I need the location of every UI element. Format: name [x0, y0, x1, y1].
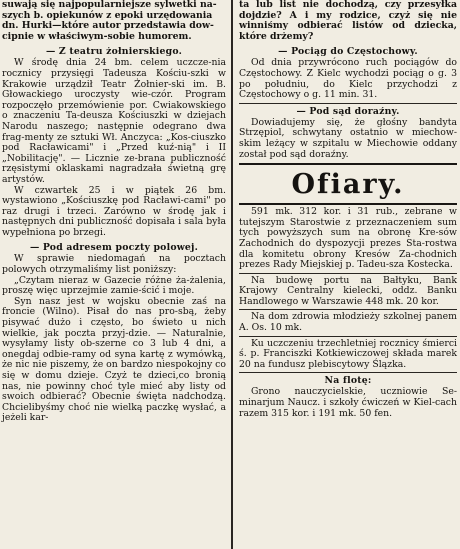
- ofiary-banner: [239, 163, 457, 205]
- field-post-paragraph-1: W sprawie niedomagań na pocztach polowych otrzymaliśmy list poniższy:: [2, 253, 226, 276]
- section-divider: [239, 103, 457, 104]
- donation-2: Na budowę portu na Bałtyku, Bank Krajowy Centralny kielecki, oddz. Banku Handlowego w Warszawie 448 mk. 20 kor.: [239, 274, 457, 307]
- theatre-paragraph-2: W czwartek 25 i w piątek 26 bm. wystawiono „Kościuszkę pod Racławi-cami" po raz drugi i trzeci. Zarówno w środę jak i następnych dni publiczność dopisała i sala była wypełniona po brzegi.: [2, 184, 226, 238]
- donation-divider-2: [239, 309, 457, 310]
- right-column: [236, 0, 460, 549]
- donation-5: Grono nauczycielskie, uczniowie Se-minarjum Naucz. i szkoły ćwiczeń w Kiel-cach razem 315 kor. i 191 mk. 50 fen.: [239, 386, 457, 419]
- top-fragment-line-2: szych b. opiekunów z epoki urzędowania: [2, 9, 213, 21]
- ofiary-title: Ofiary.: [291, 169, 405, 201]
- donation-4: Ku uczczeniu trzechletniej rocznicy śmierci ś. p. Franciszki Kotkiewiczowej składa marek 20 na fundusz plebiscytowy Ślązka.: [239, 337, 457, 370]
- court-paragraph: Dowiadujemy się, że głośny bandyta Strzępiol, schwytany ostatnio w miechow-skim leżący w szpitalu w Miechowie oddany został pod sąd doraźny.: [239, 116, 457, 160]
- top-fragment-line-3: dn. Hurki—które autor przedstawia dow-: [2, 20, 214, 32]
- section-heading-field-post: — Pod adresem poczty polowej.: [29, 242, 199, 254]
- donation-divider-4: [239, 372, 457, 373]
- train-paragraph: Od dnia przywrócono ruch pociągów do Częstochowy. Z Kielc wychodzi pociąg o g. 3 po południu, do Kielc przychodzi z Częstochowy o g. 11 min. 31.: [239, 57, 457, 101]
- column-divider: [231, 0, 233, 549]
- left-column: [0, 0, 228, 549]
- field-post-paragraph-3: Syn nasz jest w wojsku obecnie zaś na froncie (Wilno). Pisał do nas pro-sbą, żeby pisywać dużo i często, bo świeto u nich wielkie, jak poczta przyj-dzie. — Naturalnie, wysyłamy listy ob-szerne co 3 lub 4 dni, a onegdaj odbie-ramy od syna kartę z wymówką, że nic nie piszemy, że on bardzo niespokojny co się w domu dzieje. Czyż te dzieci,co bronią nas, nie powinny choć tyle mieć aby listy od swoich odbierać? Obecnie święta nadchodzą. Chcielibyśmy choć nie wielką paczkę wysłać, a jeżeli kar-: [2, 295, 226, 424]
- donation-divider-1: [239, 273, 457, 274]
- top-fragment-line-1: suwają się najpopularniejsze sylwetki na-: [2, 0, 217, 10]
- section-heading-court: — Pod sąd doraźny.: [296, 105, 400, 117]
- section-heading-theatre: — Z teatru żołnierskiego.: [45, 46, 183, 58]
- donation-divider-3: [239, 336, 457, 337]
- field-post-paragraph-2: „Czytam nieraz w Gazecie różne ża-żalenia, proszę więc uprzejmie zamie-ścić i moje.: [2, 274, 226, 297]
- donation-1: 591 mk. 312 kor. i 31 rub., zebrane w tutejszym Starostwie z przeznaczeniem sum tych powyższych sum na obronę Kre-sów Zachodnich do dyspozycji prezes Sta-rostwa dla komitetu obrony Kresów Za-chodnich prezes Rady Miejskiej p. Tadeu-sza Kostecka.: [239, 206, 457, 271]
- section-heading-fleet: Na flotę:: [324, 375, 372, 387]
- donation-3: Na dom zdrowia młodzieży szkolnej panem A. Os. 10 mk.: [239, 311, 457, 334]
- letter-continuation: ta lub list nie dochodzą, czy przesyłka dojdzie? A i my rodzice, czyż się nie winniśmy odbierać listów od dziecka, które drżemy?: [239, 0, 457, 42]
- section-heading-train: — Pociąg do Częstochowy.: [278, 46, 418, 58]
- top-fragment-line-4: cipnie w właściwym-sobie humorem.: [2, 30, 192, 42]
- theatre-paragraph-1: W środę dnia 24 bm. celem uczcze-nia rocznicy przysięgi Tadeusza Kościu-szki w Krakowie urządził Teatr Żołnier-ski im. B. Głowackiego uroczysty wie-czór. Program rozpoczęło przemówienie por. Cwiakowskiego o znaczeniu Ta-deusza Kościuszki w dziejach Narodu naszego; następnie odegrano dwa frag-menty ze sztuki Wł. Anczyca: „Kos-ciuszko pod Racławicami" i „Przed kuź-nią" i II „Nobilitację". — Licznie ze-brana publiczność rzęsistymi oklaskami nagradzała świetną grę artystów.: [2, 57, 226, 185]
